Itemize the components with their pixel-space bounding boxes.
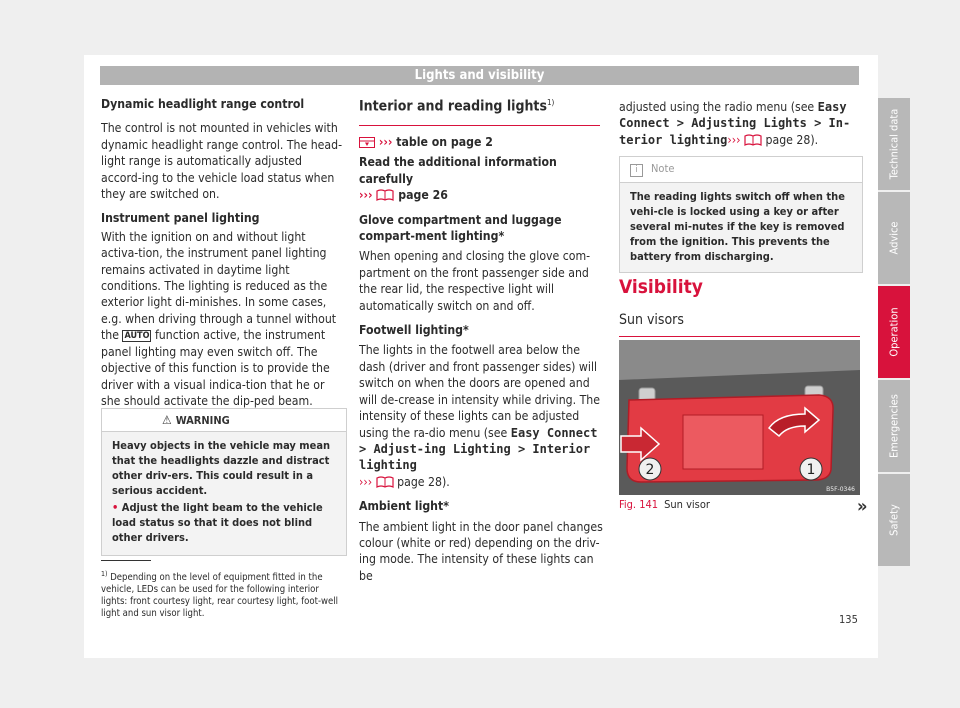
- footnote-divider: [101, 560, 151, 561]
- tab-safety[interactable]: [878, 474, 910, 566]
- continue-arrow-icon: »: [857, 496, 868, 517]
- read-additional-info[interactable]: [359, 154, 603, 203]
- page-28-ref[interactable]: page 28: [397, 474, 442, 489]
- book-icon: [376, 189, 394, 201]
- visibility-title: Visibility: [619, 276, 703, 298]
- reference-arrow-icon: ›››: [727, 132, 741, 147]
- warning-text: Heavy objects in the vehicle may mean that the headlights dazzle and distract other driv-ers. This could result in a serious accident.: [112, 439, 331, 497]
- note-box: [619, 156, 863, 273]
- book-icon: [376, 476, 394, 488]
- page-number: 135: [839, 613, 858, 626]
- instrument-lighting-text-a: With the ignition on and without light activa-tion, the instrument panel lighting remains activated in daytime light conditions. The lighting is reduced as the exterior light di-minishes. In some cases, e.g. when driving through a tunnel without the: [101, 229, 337, 343]
- side-tabs: [878, 98, 910, 568]
- warning-body: [102, 432, 346, 555]
- column-right: [619, 99, 862, 156]
- tab-advice[interactable]: [878, 192, 910, 284]
- figure-label: Fig. 141: [619, 498, 659, 511]
- read-additional-text: Read the additional information carefully: [359, 155, 557, 186]
- continued-text: adjusted using the radio menu (see: [619, 100, 815, 114]
- book-icon: [744, 134, 762, 146]
- interior-lights-title: [359, 98, 600, 126]
- table-ref-text: table on page 2: [396, 135, 493, 149]
- tab-label: Emergencies: [887, 394, 901, 458]
- sun-visors-title: Sun visors: [619, 312, 860, 337]
- tab-label: Technical data: [887, 108, 901, 180]
- tab-operation[interactable]: [878, 286, 910, 378]
- warning-bullet-item: [112, 500, 336, 545]
- figure-caption-text: Sun visor: [664, 498, 710, 511]
- reference-arrow-icon: ›››: [359, 188, 373, 203]
- footnote-marker: 1): [546, 98, 555, 107]
- tab-label: Operation: [887, 307, 901, 357]
- sun-visor-illustration: [619, 340, 860, 495]
- ambient-title: Ambient light*: [359, 499, 449, 514]
- footnote: [101, 568, 345, 620]
- column-left: [101, 96, 345, 417]
- page-26-ref: page 26: [398, 188, 448, 203]
- page-header: Lights and visibility: [100, 66, 859, 85]
- ambient-text: The ambient light in the door panel changes colour (white or red) depending on the driv-ing mode. The intensity of these lights can be: [359, 519, 603, 583]
- warning-box: [101, 408, 347, 556]
- interior-lights-title-text: Interior and reading lights: [359, 98, 547, 115]
- instrument-lighting-title: Instrument panel lighting: [101, 211, 260, 226]
- instrument-lighting-text-b: function active, the instrument panel lighting may even switch off. The objective of this function is to provide the driver with a visual indica-tion that he or she should activate the dip-ped beam.: [101, 328, 330, 408]
- tab-label: Advice: [887, 221, 901, 255]
- tab-label: Safety: [887, 504, 901, 536]
- tab-emergencies[interactable]: [878, 380, 910, 472]
- dynamic-headlight-title: Dynamic headlight range control: [101, 97, 305, 111]
- sun-visor-figure: [619, 340, 860, 495]
- footwell-text: The lights in the footwell area below the dash (driver and front passenger sides) will switch on when the doors are opened and will de-crease in intensity while driving. The intensity of these lights can be adjusted using the ra-dio menu (see: [359, 343, 600, 440]
- bullet-icon: •: [112, 501, 122, 514]
- figure-code: B5F-0346: [826, 486, 855, 493]
- note-text: The reading lights switch off when the vehi-cle is locked using a key or after several mi-nutes if the key is removed from the ignition. This prevents the battery from discharging.: [630, 190, 845, 263]
- info-icon: i: [630, 164, 643, 177]
- table-ref-line[interactable]: [359, 134, 603, 150]
- warning-bullet-text: Adjust the light beam to the vehicle load status so that it does not blind other drivers.: [112, 501, 323, 544]
- glove-title: Glove compartment and luggage compart-ment lighting*: [359, 212, 562, 244]
- footwell-title: Footwell lighting*: [359, 323, 469, 338]
- dynamic-headlight-text: The control is not mounted in vehicles with dynamic headlight range control. The head-light range is automatically adjusted accord-ing to the vehicle load status when they are switched on.: [101, 121, 343, 202]
- note-header: [620, 157, 862, 183]
- warning-header: [102, 409, 346, 432]
- footwell-menu-path: Easy Connect > Adjust-ing Lighting > Interior lighting: [359, 425, 598, 473]
- footnote-number: 1): [101, 570, 108, 578]
- footwell-paragraph: The lights in the footwell area below the dash (driver and front passenger sides) will switch on when the doors are opened and will de-crease in intensity while driving. The intensity of these lights can be adjusted using the ra-dio menu (see Easy Connect > Adjust-ing Lighting > Interior lighting ››› page 28).: [359, 343, 600, 489]
- warning-label: WARNING: [175, 414, 230, 427]
- column-middle: [359, 134, 603, 592]
- tab-technical-data[interactable]: [878, 98, 910, 190]
- footnote-text: Depending on the level of equipment fitted in the vehicle, LEDs can be used for the following interior lights: front courtesy light, rear courtesy light, foot-well light and sun visor light.: [101, 572, 339, 620]
- reference-arrow-icon: ›››: [359, 474, 373, 489]
- reference-arrow-icon: ›››: [378, 135, 393, 149]
- page-28-ref[interactable]: page 28: [765, 132, 811, 147]
- continued-menu-path: Easy Connect > Adjusting Lights > In-terior lighting: [619, 100, 851, 147]
- warning-triangle-icon: ⚠: [162, 413, 172, 427]
- callout-2: 2: [645, 462, 655, 478]
- table-icon: [359, 137, 375, 148]
- note-label: Note: [651, 162, 675, 175]
- continued-paragraph: adjusted using the radio menu (see Easy Connect > Adjusting Lights > In-terior lighting››› page 28).: [619, 100, 851, 147]
- instrument-lighting-paragraph: [101, 229, 345, 409]
- figure-caption: [619, 498, 710, 511]
- auto-icon: AUTO: [124, 331, 150, 342]
- glove-text: When opening and closing the glove com-partment on the front passenger side and the rear lid, the respective light will automatically switch on and off.: [359, 249, 591, 313]
- callout-1: 1: [806, 462, 816, 478]
